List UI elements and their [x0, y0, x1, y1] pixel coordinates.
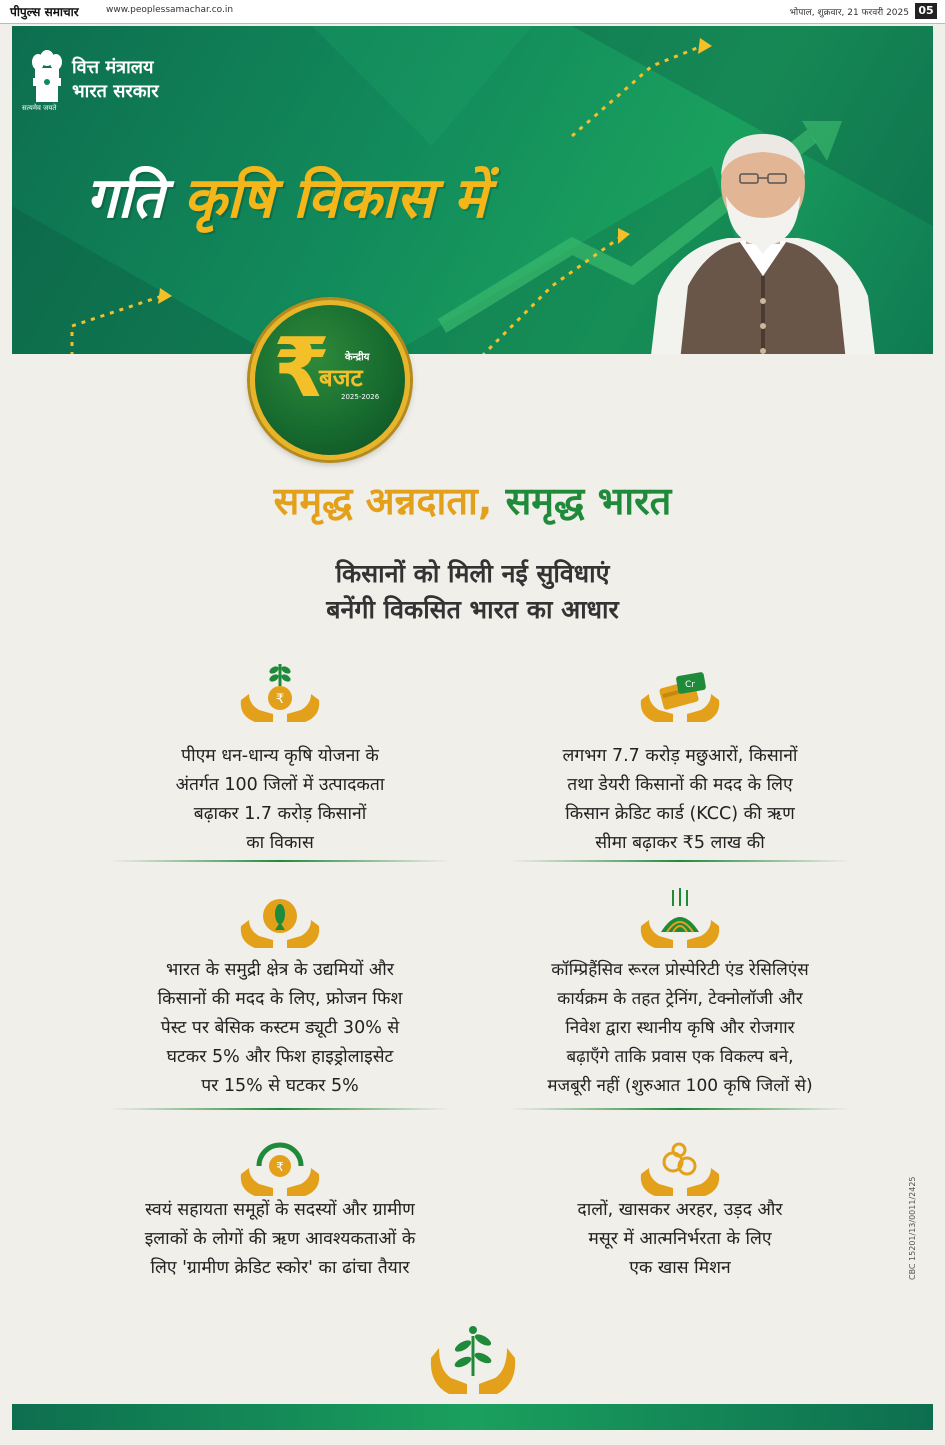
ministry-name — [72, 56, 159, 104]
credit-gauge-hands-icon — [235, 1134, 325, 1200]
benefit-4-line: निवेश द्वारा स्थानीय कृषि और रोजगार — [565, 1018, 795, 1038]
rupee-icon: ₹ — [273, 321, 331, 416]
svg-text:₹: ₹ — [276, 1160, 284, 1174]
benefit-4-line: कॉम्प्रिहैंसिव रूरल प्रोस्पेरिटी एंड रेसिलिएंस — [551, 960, 809, 980]
advertisement-credit: CBC 15201/13/0011/2425 — [908, 1176, 917, 1280]
newspaper-masthead — [0, 0, 945, 24]
benefit-6-line: दालों, खासकर अरहर, उड़द और — [577, 1200, 783, 1220]
benefit-6-line: मसूर में आत्मनिर्भरता के लिए — [588, 1229, 772, 1249]
benefit-3-line: भारत के समुद्री क्षेत्र के उद्यमियों और — [166, 960, 394, 980]
benefit-5-line: इलाकों के लोगों की ऋण आवश्यकताओं के — [144, 1229, 416, 1249]
benefit-5-line: लिए 'ग्रामीण क्रेडिट स्कोर' का ढांचा तैयार — [150, 1258, 410, 1278]
benefit-1-line: अंतर्गत 100 जिलों में उत्पादकता — [175, 775, 385, 795]
credit-card-hands-icon — [635, 660, 725, 726]
benefit-1-line: का विकास — [246, 833, 314, 853]
benefit-item-4 — [465, 886, 895, 1111]
benefit-3-line: घटकर 5% और फिश हाइड्रोलाइसेट — [166, 1047, 394, 1067]
benefit-item-2 — [480, 660, 880, 865]
tagline-part-2: समृद्ध भारत — [505, 479, 672, 523]
benefit-item-1 — [80, 660, 480, 865]
benefit-text-6 — [480, 1196, 880, 1283]
badge-small-label: केन्द्रीय — [345, 352, 370, 363]
badge-years: 2025-2026 — [341, 393, 380, 401]
benefit-item-6 — [480, 1134, 880, 1294]
benefit-5-line: स्वयं सहायता समूहों के सदस्यों और ग्रामीण — [145, 1200, 415, 1220]
newspaper-brand: पीपुल्स समाचार — [10, 5, 79, 19]
benefit-2-line: सीमा बढ़ाकर ₹5 लाख की — [595, 833, 765, 853]
benefit-text-1 — [80, 742, 480, 858]
ministry-line-1: वित्त मंत्रालय — [72, 57, 154, 78]
hero-title-white: गति — [86, 166, 164, 231]
benefit-6-line: एक खास मिशन — [629, 1258, 731, 1278]
prime-minister-portrait — [648, 126, 878, 354]
footer-band — [12, 1404, 933, 1430]
benefit-2-line: लगभग 7.7 करोड़ मछुआरों, किसानों — [562, 746, 798, 766]
benefit-3-line: पेस्ट पर बेसिक कस्टम ड्यूटी 30% से — [160, 1018, 400, 1038]
benefit-3-line: पर 15% से घटकर 5% — [201, 1076, 359, 1096]
benefit-item-5 — [80, 1134, 480, 1294]
hero-title-highlight: कृषि विकास में — [183, 166, 487, 231]
emblem-caption: सत्यमेव जयते — [22, 104, 57, 112]
newspaper-website: www.peoplessamachar.co.in — [106, 5, 234, 15]
benefit-item-3 — [80, 886, 480, 1111]
benefit-text-3 — [80, 956, 480, 1101]
benefit-4-line: कार्यक्रम के तहत ट्रेनिंग, टेक्नोलॉजी और — [557, 989, 803, 1009]
farm-field-hands-icon — [635, 886, 725, 952]
divider — [110, 860, 450, 862]
benefit-3-line: किसानों की मदद के लिए, फ्रोजन फिश — [157, 989, 403, 1009]
svg-text:₹: ₹ — [275, 692, 285, 707]
budget-badge — [250, 300, 410, 460]
benefit-4-line: मजबूरी नहीं (शुरुआत 100 कृषि जिलों से) — [547, 1076, 813, 1096]
national-emblem-icon — [30, 48, 64, 104]
tagline-part-1: समृद्ध अन्नदाता, — [273, 479, 493, 523]
sprout-hands-icon — [427, 1318, 519, 1398]
divider — [110, 1108, 450, 1110]
benefit-text-4 — [465, 956, 895, 1101]
subtitle — [0, 556, 945, 628]
divider — [510, 860, 850, 862]
benefit-1-line: बढ़ाकर 1.7 करोड़ किसानों — [193, 804, 367, 824]
fish-hands-icon — [235, 886, 325, 952]
benefit-4-line: बढ़ाएँगे ताकि प्रवास एक विकल्प बने, — [566, 1047, 794, 1067]
benefit-2-line: किसान क्रेडिट कार्ड (KCC) की ऋण — [565, 804, 795, 824]
benefit-text-5 — [80, 1196, 480, 1283]
pulses-hands-icon — [635, 1134, 725, 1200]
page-number: 05 — [915, 3, 937, 19]
benefit-text-2 — [480, 742, 880, 858]
badge-big-label: बजट — [319, 364, 363, 392]
dateline: भोपाल, शुक्रवार, 21 फरवरी 2025 — [789, 8, 909, 18]
benefit-2-line: तथा डेयरी किसानों की मदद के लिए — [567, 775, 793, 795]
benefit-1-line: पीएम धन-धान्य कृषि योजना के — [181, 746, 379, 766]
divider — [510, 1108, 850, 1110]
subtitle-line-2: बनेंगी विकसित भारत का आधार — [326, 595, 619, 624]
ministry-line-2: भारत सरकार — [72, 81, 159, 102]
wheat-rupee-hands-icon — [235, 660, 325, 726]
hero-title — [86, 158, 487, 234]
card-text: Cr — [685, 680, 695, 690]
subtitle-line-1: किसानों को मिली नई सुविधाएं — [335, 559, 610, 588]
tagline — [0, 474, 945, 526]
